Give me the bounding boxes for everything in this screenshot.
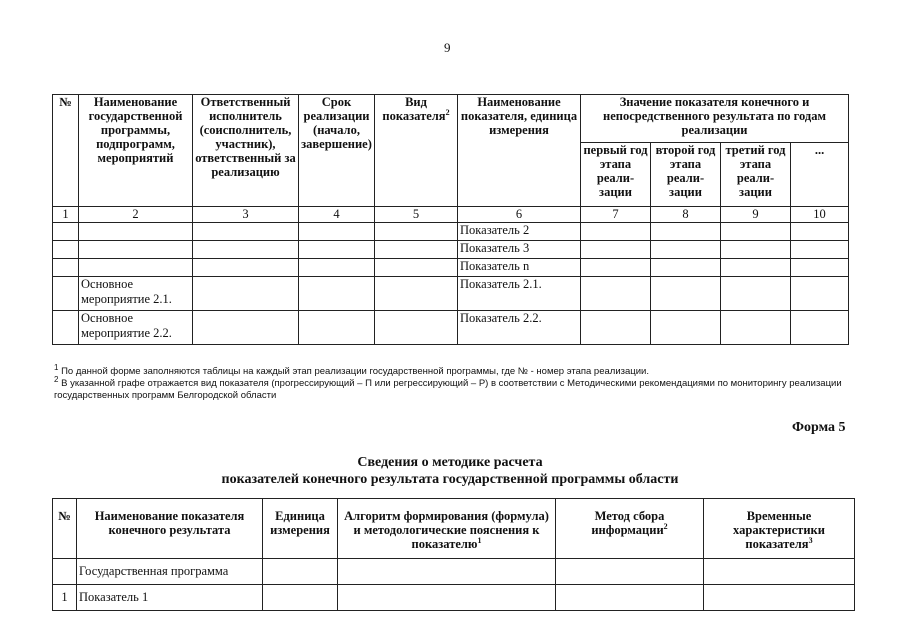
column-number: 6 [458, 207, 581, 223]
col-method-header: Метод сбора информации$^2$ [556, 499, 704, 559]
footnote-1: $^1$ По данной форме заполняются таблицы на каждый этап реализации государственной программы, где № - номер этапа реализации. [54, 362, 649, 377]
row-indicator: Показатель n [458, 259, 581, 277]
form-title: Сведения о методике расчета показателей конечного результата государственной программы области [221, 455, 679, 487]
col-unit-header: Единица измерения [263, 499, 338, 559]
column-number: 5 [375, 207, 458, 223]
table-row [53, 585, 855, 611]
row-name: Государственная программа [77, 559, 263, 585]
col-values-group-header: Значение показателя конечного и непосредственного результата по годам реализации [581, 95, 849, 143]
col-term-header: Срок реализации (начало, завершение) [299, 95, 375, 207]
footnote-2: $^2$ В указанной графе отражается вид показателя (прогрессирующий – П или регрессирующий – Р) в соответствии с Методическими рекомендациями по мониторингу реализации государственных программ Белгородской области [54, 374, 842, 401]
table-row [53, 223, 849, 241]
col-num-header: № [53, 499, 77, 559]
page-number: 9 [444, 40, 451, 55]
methodology-table [52, 498, 855, 611]
column-number: 3 [193, 207, 299, 223]
column-number: 1 [53, 207, 79, 223]
row-program: Основное мероприятие 2.2. [79, 311, 193, 345]
column-number: 10 [791, 207, 849, 223]
table-row [53, 559, 855, 585]
column-number: 2 [79, 207, 193, 223]
col-executor-header: Ответственный исполнитель (соисполнитель, участник), ответственный за реализацию [193, 95, 299, 207]
column-number: 8 [651, 207, 721, 223]
column-numbers-row [53, 207, 849, 223]
column-number: 7 [581, 207, 651, 223]
table-row [53, 311, 849, 345]
col-kind-header: Вид показателя$^2$ [375, 95, 458, 207]
row-program [79, 259, 193, 277]
row-name: Показатель 1 [77, 585, 263, 611]
row-indicator: Показатель 2.2. [458, 311, 581, 345]
row-indicator: Показатель 3 [458, 241, 581, 259]
column-number: 9 [721, 207, 791, 223]
table-row [53, 259, 849, 277]
col-num-header: № [53, 95, 79, 207]
row-num [53, 559, 77, 585]
col-stage2-header: второй год этапа реали-зации [651, 143, 721, 207]
table-row [53, 241, 849, 259]
row-program: Основное мероприятие 2.1. [79, 277, 193, 311]
row-indicator: Показатель 2.1. [458, 277, 581, 311]
col-indicator-header: Наименование показателя, единица измерения [458, 95, 581, 207]
row-num: 1 [53, 585, 77, 611]
col-stage1-header: первый год этапа реали-зации [581, 143, 651, 207]
column-number: 4 [299, 207, 375, 223]
indicators-table [52, 94, 849, 345]
col-name-header: Наименование показателя конечного результата [77, 499, 263, 559]
form-label: Форма 5 [792, 420, 846, 435]
row-indicator: Показатель 2 [458, 223, 581, 241]
col-more-header: ... [791, 143, 849, 207]
row-program [79, 223, 193, 241]
col-time-header: Временные характеристики показателя$^3$ [704, 499, 855, 559]
col-algorithm-header: Алгоритм формирования (формула) и методологические пояснения к показателю$^1$ [338, 499, 556, 559]
col-stage3-header: третий год этапа реали-зации [721, 143, 791, 207]
row-program [79, 241, 193, 259]
col-program-header: Наименование государственной программы, подпрограмм, мероприятий [79, 95, 193, 207]
table-row [53, 277, 849, 311]
